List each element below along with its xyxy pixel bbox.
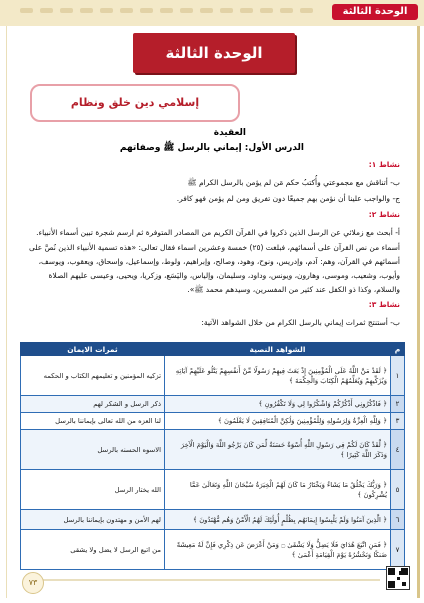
table-row xyxy=(21,356,405,396)
table-header-row xyxy=(21,343,405,356)
row-evidence: ﴿ لَقَدْ مَنَّ اللَّهُ عَلَى الْمُؤْمِنِينَ إِذْ بَعَثَ فِيهِمْ رَسُولًا مِّنْ أَنفُسِهِمْ يَتْلُو عَلَيْهِمْ آيَاتِهِ وَيُزَكِّيهِمْ وَيُعَلِّمُهُمُ الْكِتَابَ وَالْحِكْمَةَ ﴾ xyxy=(165,356,391,396)
decorative-slot xyxy=(240,8,253,13)
activity-2-intro: أ- أبحث مع زملائي عن الرسل الذين ذكروا في القرآن الكريم من المصادر المتوفرة ثم ارسم شجرة تبين أسماء الأنبياء. xyxy=(36,228,400,237)
subtitle-text: إسلامي دين خلق ونظام xyxy=(70,96,200,109)
row-evidence: ﴿ الَّذِينَ آمَنُوا وَلَمْ يَلْبِسُوا إِيمَانَهُم بِظُلْمٍ أُولَٰئِكَ لَهُمُ الْأَمْنُ وَهُم مُّهْتَدُونَ ﴾ xyxy=(165,510,391,530)
row-fruit: الاسوه الحسنه بالرسل xyxy=(21,430,165,470)
header-num: م xyxy=(391,343,405,356)
unit-banner xyxy=(133,33,295,73)
top-bar xyxy=(0,0,424,26)
page-number: ٧٣ xyxy=(22,572,44,594)
activity-2-label: نشاط ٢: xyxy=(368,210,400,219)
decorative-slot xyxy=(220,8,233,13)
table-row xyxy=(21,430,405,470)
table-row xyxy=(21,530,405,570)
row-fruit: لهم الأمن و مهتدون بإيماننا بالرسل xyxy=(21,510,165,530)
activity-3-instruction: ب- أستنتج ثمرات إيماني بالرسل الكرام من خلال الشواهد الآتية: xyxy=(201,318,400,327)
row-num: ٢ xyxy=(391,396,405,413)
row-num: ٤ xyxy=(391,430,405,470)
table-row xyxy=(21,413,405,430)
row-num: ٧ xyxy=(391,530,405,570)
table-row xyxy=(21,470,405,510)
decorative-slot xyxy=(280,8,293,13)
decorative-slot xyxy=(20,8,33,13)
table-row xyxy=(21,396,405,413)
decorative-slot xyxy=(140,8,153,13)
unit-tab: الوحدة الثالثة xyxy=(332,4,418,20)
decorative-slot xyxy=(80,8,93,13)
activity-2-para3: وأيوب، وشعيب، وموسى، وهارون، ويونس، وداود، وسليمان، وإلياس، واليَسَع، وزكريا، ويحيى، وعيسى عليهم الصلاة xyxy=(48,271,400,280)
activity-2-para4: والسلام، وكذا ذو الكفل عند كثير من المفسرين، وسيدهم محمد ﷺ». xyxy=(187,285,400,294)
activity-2-para1: أسماء من نص القرآن على أسمائهم، فبلغت (٢٥) خمسة وعشرين اسماء فقال تعالى: «هذه تسمية الأنبياء الذين نُصَّ على xyxy=(29,243,400,252)
activity-2-para2: أسمائهم في القرآن، وهم: آدم، وإدريس، ونوح، وهود، وصالح، وإبراهيم، ولوط، وإسماعيل، وإسحاق، ويعقوب، ويوسف، xyxy=(38,257,400,266)
lesson-title: الدرس الأول: إيماني بالرسل ﷺ وصفاتهم xyxy=(119,143,304,153)
header-fruits: ثمرات الايمان xyxy=(21,343,165,356)
banner-title: الوحدة الثالثة xyxy=(165,44,263,62)
section-heading: العقيدة xyxy=(213,128,246,138)
subtitle-box xyxy=(30,84,240,122)
table-row xyxy=(21,510,405,530)
row-evidence: ﴿ فَمَنِ اتَّبَعَ هُدَايَ فَلَا يَضِلُّ وَلَا يَشْقَىٰ ۝ وَمَنْ أَعْرَضَ عَن ذِكْرِي فَإِنَّ لَهُ مَعِيشَةً ضَنكًا وَنَحْشُرُهُ يَوْمَ الْقِيَامَةِ أَعْمَىٰ ﴾ xyxy=(165,530,391,570)
row-num: ١ xyxy=(391,356,405,396)
header-evidence: الشواهد النصية xyxy=(165,343,391,356)
row-fruit: لنا العزه من الله تعالى بإيماننا بالرسل xyxy=(21,413,165,430)
decorative-slot xyxy=(120,8,133,13)
decorative-slot xyxy=(40,8,53,13)
row-fruit: تزكيه المؤمنين و تعليمهم الكتاب و الحكمه xyxy=(21,356,165,396)
row-evidence: ﴿ وَلِلَّهِ الْعِزَّةُ وَلِرَسُولِهِ وَلِلْمُؤْمِنِينَ وَلَٰكِنَّ الْمُنَافِقِينَ لَا يَعْلَمُونَ ﴾ xyxy=(165,413,391,430)
qr-code-icon[interactable] xyxy=(386,566,410,590)
row-evidence: ﴿ وَرَبُّكَ يَخْلُقُ مَا يَشَاءُ وَيَخْتَارُ مَا كَانَ لَهُمُ الْخِيَرَةُ سُبْحَانَ اللَّهِ وَتَعَالَىٰ عَمَّا يُشْرِكُونَ ﴾ xyxy=(165,470,391,510)
footer-divider xyxy=(40,579,380,581)
row-evidence: ﴿ فَاذْكُرُونِي أَذْكُرْكُمْ وَاشْكُرُوا لِي وَلَا تَكْفُرُونِ ﴾ xyxy=(165,396,391,413)
decorative-slot xyxy=(200,8,213,13)
decorative-slot xyxy=(100,8,113,13)
decorative-slot xyxy=(260,8,273,13)
evidence-table xyxy=(20,342,405,570)
row-num: ٥ xyxy=(391,470,405,510)
row-fruit: ذكر الرسل و الشكر لهم xyxy=(21,396,165,413)
decorative-slot xyxy=(60,8,73,13)
activity-1-label: نشاط ١: xyxy=(368,160,400,169)
row-evidence: ﴿ لَّقَدْ كَانَ لَكُمْ فِي رَسُولِ اللَّهِ أُسْوَةٌ حَسَنَةٌ لِّمَن كَانَ يَرْجُو اللَّهَ وَالْيَوْمَ الْآخِرَ وَذَكَرَ اللَّهَ كَثِيرًا ﴾ xyxy=(165,430,391,470)
row-fruit: الله يختار الرسل xyxy=(21,470,165,510)
decorative-slot xyxy=(160,8,173,13)
decorative-slot xyxy=(300,8,313,13)
activity-1-b: ب- أتناقش مع مجموعتي وأُكتبُ حكم مَن لم يؤمن بالرسل الكرام ﷺ xyxy=(187,178,400,187)
row-num: ٦ xyxy=(391,510,405,530)
activity-3-label: نشاط ٣: xyxy=(368,300,400,309)
decorative-slot xyxy=(180,8,193,13)
row-num: ٣ xyxy=(391,413,405,430)
activity-1-c: ج- والواجب علينا أن نؤمن بهم جميعًا دون تفريق ومن لم يؤمن فهو كافر. xyxy=(176,194,400,203)
row-fruit: من اتبع الرسل لا يضل ولا يشقى xyxy=(21,530,165,570)
